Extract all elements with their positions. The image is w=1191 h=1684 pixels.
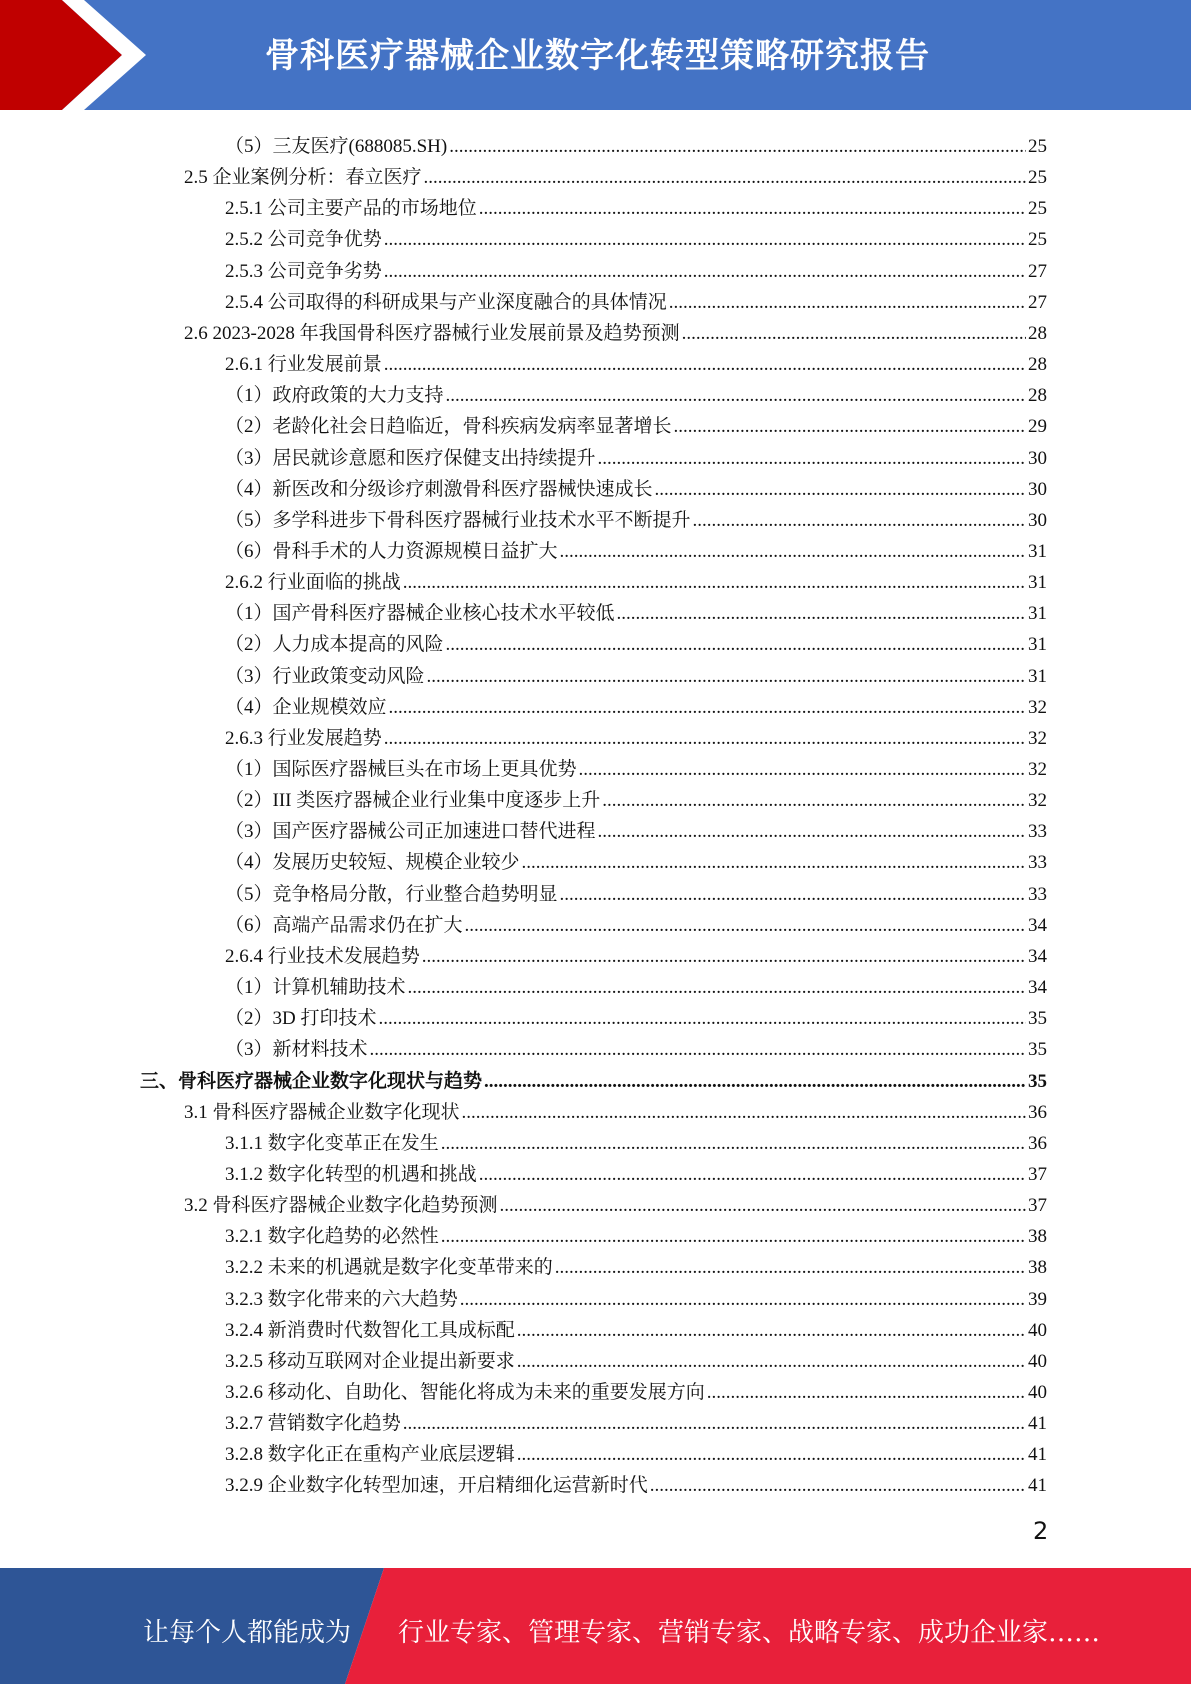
toc-entry-page: 28 — [1028, 385, 1047, 407]
toc-entry[interactable] — [225, 502, 1047, 533]
toc-entry[interactable] — [225, 1249, 1047, 1280]
toc-entry[interactable] — [225, 658, 1047, 689]
toc-dot-leader — [655, 480, 1026, 502]
toc-entry-page: 29 — [1028, 416, 1047, 438]
toc-dot-leader — [602, 791, 1026, 813]
toc-dot-leader — [560, 885, 1026, 907]
toc-entry-label: （4）发展历史较短、规模企业较少 — [225, 852, 520, 874]
toc-entry[interactable] — [225, 813, 1047, 844]
toc-entry-label: 3.2.3 数字化带来的六大趋势 — [225, 1288, 458, 1310]
toc-entry-label: （5）竞争格局分散，行业整合趋势明显 — [225, 883, 558, 905]
toc-entry[interactable] — [225, 1031, 1047, 1062]
toc-entry-label: 3.2.6 移动化、自助化、智能化将成为未来的重要发展方向 — [225, 1382, 705, 1403]
toc-entry[interactable] — [184, 1094, 1047, 1125]
toc-entry-label: （4）企业规模效应 — [225, 696, 387, 718]
toc-dot-leader — [408, 978, 1026, 1000]
toc-entry-label: （5）三友医疗(688085.SH) — [225, 136, 448, 157]
toc-dot-leader — [384, 262, 1026, 284]
toc-entry[interactable] — [225, 253, 1047, 284]
toc-dot-leader — [682, 324, 1026, 346]
toc-entry-label: 3.1.1 数字化变革正在发生 — [225, 1132, 439, 1154]
toc-entry-page: 25 — [1028, 229, 1047, 251]
toc-entry[interactable] — [225, 377, 1047, 408]
toc-entry[interactable] — [225, 408, 1047, 439]
toc-entry-label: 3.2.1 数字化趋势的必然性 — [225, 1226, 439, 1248]
toc-dot-leader — [479, 1165, 1026, 1187]
toc-entry-page: 36 — [1028, 1132, 1047, 1154]
toc-entry[interactable] — [225, 128, 1047, 159]
toc-entry-label: 3.2.5 移动互联网对企业提出新要求 — [225, 1350, 515, 1372]
toc-dot-leader — [441, 1227, 1026, 1249]
toc-entry-label: （4）新医改和分级诊疗刺激骨科医疗器械快速成长 — [225, 478, 653, 500]
toc-entry-page: 41 — [1028, 1475, 1047, 1497]
toc-entry[interactable] — [225, 564, 1047, 595]
toc-dot-leader — [384, 729, 1026, 751]
toc-entry[interactable] — [225, 1312, 1047, 1343]
toc-dot-leader — [693, 511, 1026, 533]
toc-dot-leader — [707, 1383, 1026, 1405]
page-header — [0, 0, 1191, 110]
toc-dot-leader — [650, 1476, 1026, 1498]
toc-entry-label: 2.6.4 行业技术发展趋势 — [225, 945, 420, 967]
toc-entry[interactable] — [225, 1281, 1047, 1312]
toc-entry-page: 37 — [1028, 1195, 1047, 1217]
toc-entry-label: 2.5 企业案例分析：春立医疗 — [184, 167, 422, 189]
toc-entry[interactable] — [225, 221, 1047, 252]
toc-dot-leader — [384, 355, 1026, 377]
toc-dot-leader — [446, 635, 1026, 657]
toc-dot-leader — [522, 853, 1026, 875]
toc-entry-page: 33 — [1028, 883, 1047, 905]
toc-entry[interactable] — [225, 1436, 1047, 1467]
toc-entry[interactable] — [225, 689, 1047, 720]
toc-entry-label: 2.5.4 公司取得的科研成果与产业深度融合的具体情况 — [225, 291, 667, 313]
toc-entry-page: 30 — [1028, 509, 1047, 531]
toc-dot-leader — [517, 1445, 1026, 1467]
toc-entry-page: 34 — [1028, 914, 1047, 936]
toc-entry[interactable] — [225, 1218, 1047, 1249]
toc-entry-page: 31 — [1028, 603, 1047, 625]
toc-entry-page: 31 — [1028, 540, 1047, 562]
toc-entry-label: （3）居民就诊意愿和医疗保健支出持续提升 — [225, 447, 596, 469]
toc-entry-page: 28 — [1028, 322, 1047, 344]
toc-entry-label: 2.6.2 行业面临的挑战 — [225, 572, 401, 594]
toc-entry-page: 34 — [1028, 977, 1047, 999]
toc-entry-label: （6）骨科手术的人力资源规模日益扩大 — [225, 540, 558, 562]
toc-entry-page: 32 — [1028, 696, 1047, 718]
toc-dot-leader — [422, 947, 1026, 969]
toc-entry-page: 40 — [1028, 1382, 1047, 1403]
toc-dot-leader — [378, 1009, 1026, 1031]
toc-entry[interactable] — [225, 844, 1047, 875]
toc-entry-label: （1）国产骨科医疗器械企业核心技术水平较低 — [225, 603, 615, 625]
toc-entry-page: 38 — [1028, 1226, 1047, 1248]
toc-entry-page: 31 — [1028, 634, 1047, 656]
toc-entry-page: 33 — [1028, 821, 1047, 843]
toc-entry-label: 2.6.3 行业发展趋势 — [225, 727, 382, 749]
toc-entry-label: （6）高端产品需求仍在扩大 — [225, 914, 463, 936]
toc-entry-label: （2）人力成本提高的风险 — [225, 634, 444, 656]
toc-entry-page: 32 — [1028, 727, 1047, 749]
toc-dot-leader — [465, 916, 1026, 938]
toc-entry-label: 三、骨科医疗器械企业数字化现状与趋势 — [140, 1070, 483, 1092]
toc-dot-leader — [560, 542, 1026, 564]
toc-dot-leader — [598, 822, 1026, 844]
toc-entry-label: 2.6 2023-2028 年我国骨科医疗器械行业发展前景及趋势预测 — [184, 322, 680, 344]
toc-entry[interactable] — [225, 1156, 1047, 1187]
page-footer — [0, 1568, 1191, 1684]
toc-entry-page: 31 — [1028, 572, 1047, 594]
toc-entry-label: （1）政府政策的大力支持 — [225, 385, 444, 407]
toc-entry[interactable] — [225, 471, 1047, 502]
toc-entry-page: 25 — [1028, 198, 1047, 220]
toc-entry[interactable] — [225, 751, 1047, 782]
toc-entry-label: 3.1.2 数字化转型的机遇和挑战 — [225, 1163, 477, 1185]
toc-entry-page: 35 — [1028, 1039, 1047, 1061]
toc-entry-page: 40 — [1028, 1350, 1047, 1372]
toc-entry[interactable] — [225, 1467, 1047, 1498]
toc-dot-leader — [389, 698, 1026, 720]
toc-entry[interactable] — [225, 626, 1047, 657]
toc-entry-label: 3.2.4 新消费时代数智化工具成标配 — [225, 1319, 515, 1341]
footer-slogan-right: 行业专家、管理专家、营销专家、战略专家、成功企业家…… — [398, 1618, 1101, 1648]
toc-entry-page: 27 — [1028, 260, 1047, 282]
toc-dot-leader — [449, 137, 1026, 159]
toc-entry[interactable] — [225, 1374, 1047, 1405]
toc-dot-leader — [555, 1258, 1026, 1280]
toc-dot-leader — [598, 449, 1026, 471]
toc-entry-label: （5）多学科进步下骨科医疗器械行业技术水平不断提升 — [225, 509, 691, 531]
toc-dot-leader — [427, 667, 1026, 689]
toc-entry-page: 41 — [1028, 1413, 1047, 1435]
toc-entry-page: 32 — [1028, 790, 1047, 812]
toc-entry-label: 2.5.1 公司主要产品的市场地位 — [225, 198, 477, 220]
toc-entry-page: 27 — [1028, 291, 1047, 313]
toc-entry[interactable] — [184, 315, 1047, 346]
toc-entry[interactable] — [225, 1343, 1047, 1374]
toc-entry-label: 2.5.2 公司竞争优势 — [225, 229, 382, 251]
toc-entry-page: 36 — [1028, 1101, 1047, 1123]
toc-dot-leader — [669, 293, 1026, 315]
toc-entry-page: 30 — [1028, 478, 1047, 500]
toc-entry[interactable] — [225, 440, 1047, 471]
toc-entry-page: 34 — [1028, 945, 1047, 967]
toc-entry[interactable] — [225, 346, 1047, 377]
toc-dot-leader — [403, 573, 1026, 595]
toc-entry-page: 38 — [1028, 1257, 1047, 1279]
footer-slogan-left: 让每个人都能成为 — [143, 1618, 352, 1648]
toc-dot-leader — [484, 1072, 1026, 1094]
toc-entry[interactable] — [225, 720, 1047, 751]
toc-dot-leader — [441, 1134, 1026, 1156]
toc-entry-page: 31 — [1028, 665, 1047, 687]
toc-entry-label: （2）III 类医疗器械企业行业集中度逐步上升 — [225, 790, 601, 812]
toc-entry-page: 25 — [1028, 167, 1047, 189]
toc-entry-label: 3.2.9 企业数字化转型加速，开启精细化运营新时代 — [225, 1475, 648, 1497]
toc-dot-leader — [517, 1352, 1026, 1374]
toc-entry-page: 40 — [1028, 1319, 1047, 1341]
toc-entry-label: （2）老龄化社会日趋临近，骨科疾病发病率显著增长 — [225, 416, 672, 438]
toc-entry-page: 30 — [1028, 447, 1047, 469]
toc-entry-label: 2.5.3 公司竞争劣势 — [225, 260, 382, 282]
toc-entry-label: （3）新材料技术 — [225, 1039, 368, 1061]
toc-dot-leader — [579, 760, 1026, 782]
toc-dot-leader — [500, 1196, 1026, 1218]
toc-entry[interactable] — [225, 1125, 1047, 1156]
toc-entry[interactable] — [225, 284, 1047, 315]
toc-entry-label: 3.1 骨科医疗器械企业数字化现状 — [184, 1101, 460, 1123]
toc-entry[interactable] — [225, 969, 1047, 1000]
toc-entry-label: （2）3D 打印技术 — [225, 1008, 377, 1030]
toc-entry[interactable] — [225, 907, 1047, 938]
toc-entry-page: 37 — [1028, 1163, 1047, 1185]
toc-entry-label: 2.6.1 行业发展前景 — [225, 354, 382, 376]
toc-dot-leader — [617, 604, 1026, 626]
toc-entry-label: 3.2.8 数字化正在重构产业底层逻辑 — [225, 1444, 515, 1466]
toc-dot-leader — [403, 1414, 1026, 1436]
toc-entry-page: 41 — [1028, 1444, 1047, 1466]
toc-entry-page: 32 — [1028, 759, 1047, 780]
report-title: 骨科医疗器械企业数字化转型策略研究报告 — [265, 36, 930, 76]
toc-dot-leader — [674, 417, 1026, 439]
toc-dot-leader — [370, 1040, 1026, 1062]
toc-entry-page: 25 — [1028, 136, 1047, 157]
toc-entry[interactable] — [225, 1405, 1047, 1436]
toc-entry[interactable] — [184, 159, 1047, 190]
toc-entry-label: （3）行业政策变动风险 — [225, 665, 425, 687]
toc-entry-label: 3.2 骨科医疗器械企业数字化趋势预测 — [184, 1195, 498, 1217]
toc-entry-page: 35 — [1028, 1008, 1047, 1030]
toc-entry[interactable] — [225, 533, 1047, 564]
toc-entry-label: （1）国际医疗器械巨头在市场上更具优势 — [225, 759, 577, 780]
toc-entry[interactable] — [225, 876, 1047, 907]
toc-entry-page: 35 — [1028, 1070, 1047, 1092]
toc-dot-leader — [462, 1103, 1026, 1125]
toc-entry-page: 39 — [1028, 1288, 1047, 1310]
toc-entry-page: 28 — [1028, 354, 1047, 376]
toc-entry[interactable] — [184, 1187, 1047, 1218]
toc-entry-page: 33 — [1028, 852, 1047, 874]
toc-dot-leader — [384, 230, 1026, 252]
toc-dot-leader — [460, 1290, 1026, 1312]
toc-entry[interactable] — [225, 595, 1047, 626]
toc-entry[interactable] — [140, 1063, 1047, 1094]
toc-dot-leader — [517, 1321, 1026, 1343]
toc-entry-label: 3.2.2 未来的机遇就是数字化变革带来的 — [225, 1257, 553, 1279]
toc-dot-leader — [424, 168, 1026, 190]
toc-entry-label: 3.2.7 营销数字化趋势 — [225, 1413, 401, 1435]
page-number: 2 — [1033, 1517, 1049, 1545]
toc-entry[interactable] — [225, 190, 1047, 221]
toc-entry[interactable] — [225, 782, 1047, 813]
toc-entry-label: （1）计算机辅助技术 — [225, 977, 406, 999]
toc-entry-label: （3）国产医疗器械公司正加速进口替代进程 — [225, 821, 596, 843]
toc-dot-leader — [479, 199, 1026, 221]
toc-entry[interactable] — [225, 938, 1047, 969]
toc-entry[interactable] — [225, 1000, 1047, 1031]
toc-dot-leader — [446, 386, 1026, 408]
